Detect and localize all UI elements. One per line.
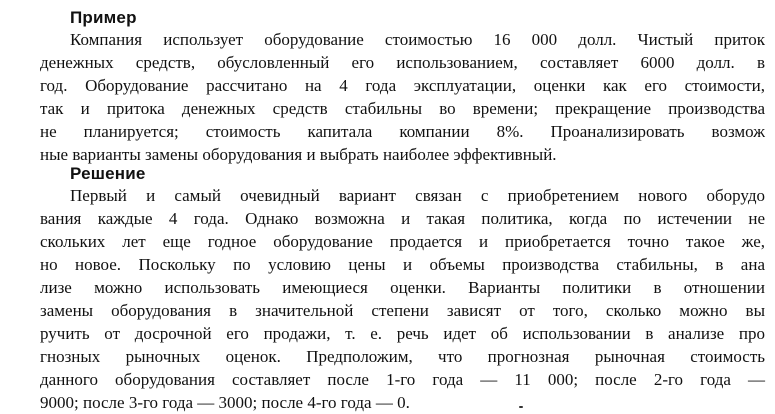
example-line: денежных средств, обусловленный его использованием, составляет 6000 долл. в [40,53,765,72]
scan-speck [519,406,523,408]
solution-line: замены оборудования в значительной степени зависят от того, сколько можно вы [40,301,765,320]
solution-line: лизе можно использовать имеющиеся оценки. Варианты политики в отношении [40,278,765,297]
solution-line: 9000; после 3-го года — 3000; после 4-го года — 0. [40,393,410,412]
solution-heading: Решение [70,164,146,183]
example-heading: Пример [70,8,137,27]
example-line: год. Оборудование рассчитано на 4 года эксплуатации, оценки как его стоимости, [40,76,765,95]
solution-line: данного оборудования составляет после 1-го года — 11 000; после 2-го года — [40,370,765,389]
example-line: Компания использует оборудование стоимостью 16 000 долл. Чистый приток [70,30,765,49]
solution-line: скольких лет еще годное оборудование продается и приобретается точно такое же, [40,232,765,251]
solution-line: Первый и самый очевидный вариант связан с приобретением нового оборудо [70,186,765,205]
example-line: так и притока денежных средств стабильны во времени; прекращение производства [40,99,765,118]
example-paragraph [40,28,765,166]
solution-line: вания каждые 4 года. Однако возможна и такая политика, когда по истечении не [40,209,765,228]
solution-line: гнозных рыночных оценок. Предположим, что прогнозная рыночная стоимость [40,347,765,366]
solution-line: ручить от досрочной его продажи, т. е. речь идет об использовании в анализе про [40,324,765,343]
solution-paragraph [40,184,765,414]
example-line: не планируется; стоимость капитала компании 8%. Проанализировать возмож [40,122,765,141]
example-line: ные варианты замены оборудования и выбрать наиболее эффективный. [40,145,557,164]
solution-line: но новое. Поскольку по условию цены и объемы производства стабильны, в ана [40,255,765,274]
